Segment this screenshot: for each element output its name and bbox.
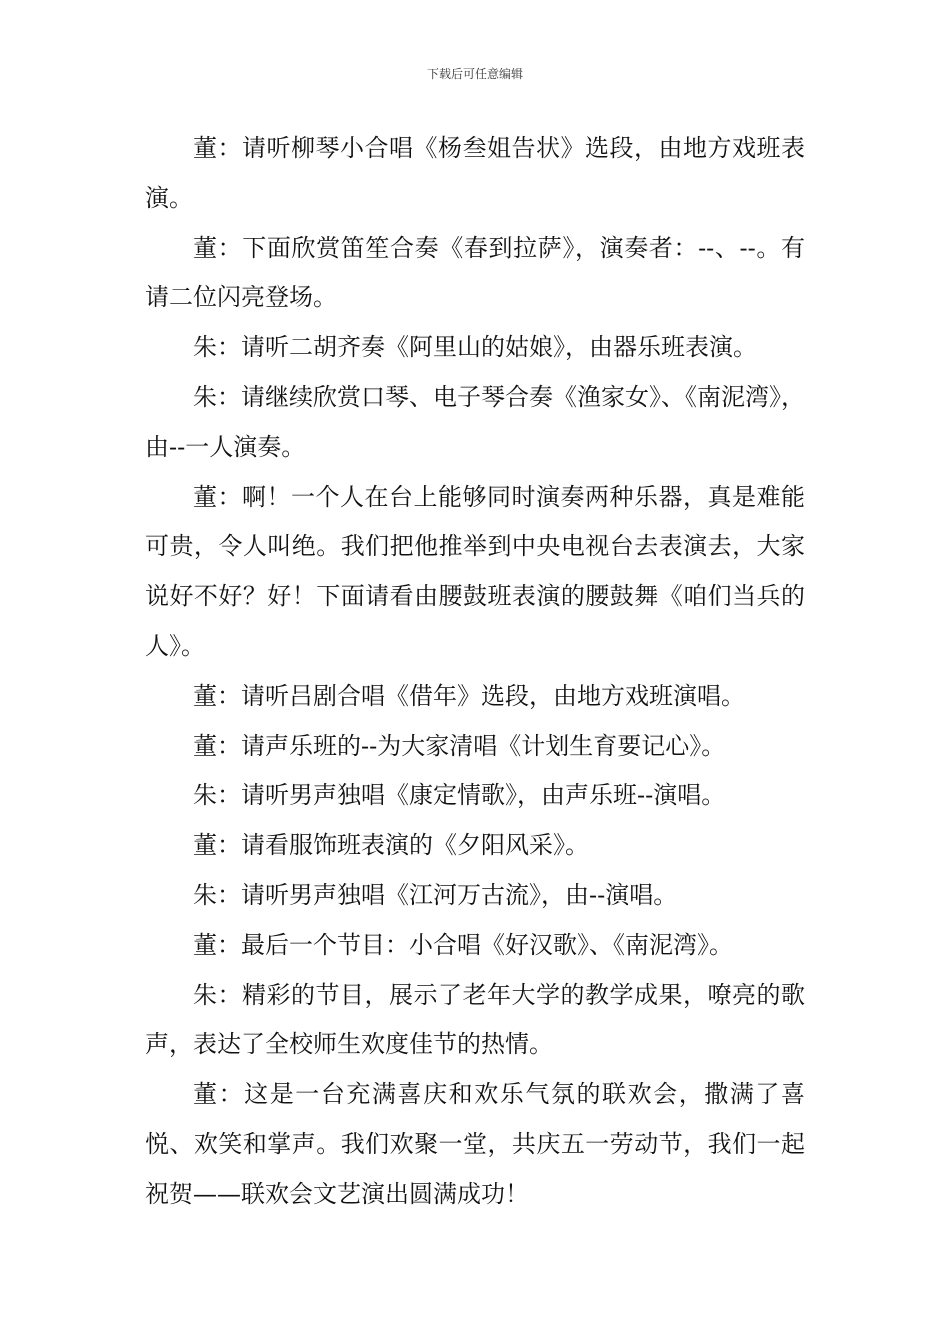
paragraph-2: 董：下面欣赏笛笙合奏《春到拉萨》，演奏者：--、--。有请二位闪亮登场。 xyxy=(145,233,805,312)
paragraph-10: 朱：请听男声独唱《江河万古流》，由--演唱。 xyxy=(193,880,678,909)
paragraph-9: 董：请看服饰班表演的《夕阳风采》。 xyxy=(193,831,589,860)
paragraph-13: 董：这是一台充满喜庆和欢乐气氛的联欢会，撒满了喜悦、欢笑和掌声。我们欢聚一堂，共庆五一劳动节，我们一起祝贺——联欢会文艺演出圆满成功！ xyxy=(145,1080,805,1208)
paragraph-6: 董：请听吕剧合唱《借年》选段，由地方戏班演唱。 xyxy=(193,681,745,710)
document-body xyxy=(145,124,805,1220)
paragraph-11: 董：最后一个节目：小合唱《好汉歌》、《南泥湾》。 xyxy=(193,930,733,959)
page-header: 下载后可任意编辑 xyxy=(426,67,523,81)
paragraph-7: 董：请声乐班的--为大家清唱《计划生育要记心》。 xyxy=(193,731,726,760)
paragraph-1: 董：请听柳琴小合唱《杨叁姐告状》选段，由地方戏班表演。 xyxy=(145,134,805,212)
paragraph-5: 董：啊！一个人在台上能够同时演奏两种乐器，真是难能可贵，令人叫绝。我们把他推举到中央电视台去表演去，大家说好不好？好！下面请看由腰鼓班表演的腰鼓舞《咱们当兵的人》。 xyxy=(145,482,805,660)
paragraph-8: 朱：请听男声独唱《康定情歌》，由声乐班--演唱。 xyxy=(193,781,726,810)
paragraph-3: 朱：请听二胡齐奏《阿里山的姑娘》，由器乐班表演。 xyxy=(193,333,757,362)
paragraph-4: 朱：请继续欣赏口琴、电子琴合奏《渔家女》、《南泥湾》，由--一人演奏。 xyxy=(145,382,805,461)
paragraph-12: 朱：精彩的节目，展示了老年大学的教学成果，嘹亮的歌声，表达了全校师生欢度佳节的热情。 xyxy=(145,980,805,1059)
